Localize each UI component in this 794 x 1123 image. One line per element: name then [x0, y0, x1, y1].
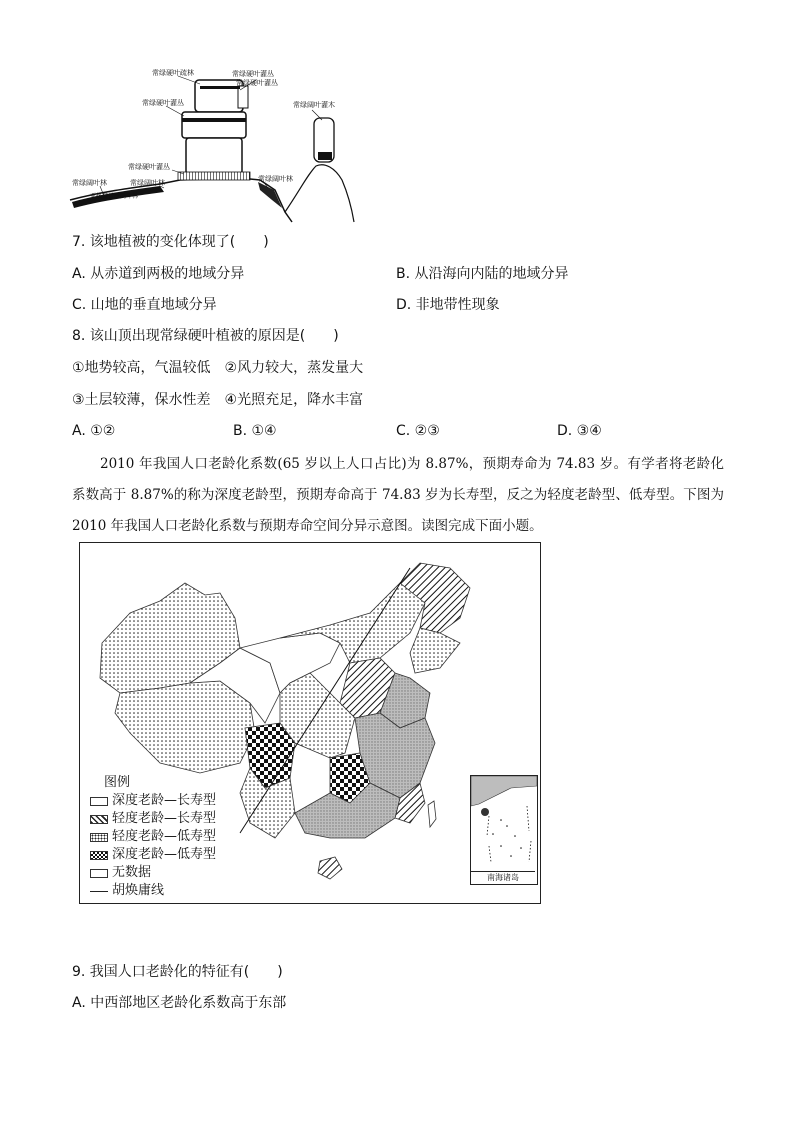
question-7-option-c[interactable]: C. 山地的垂直地域分异 [72, 297, 217, 313]
legend-label: 轻度老龄—长寿型 [112, 811, 217, 826]
legend-title: 图例 [104, 775, 131, 790]
legend-swatch-hatch [90, 815, 108, 824]
legend-label: 深度老龄—低寿型 [112, 847, 217, 862]
label-right-broadleaf-shrub: 常绿阔叶灌木 [293, 101, 335, 109]
question-7-option-d[interactable]: D. 非地带性现象 [396, 297, 500, 313]
question-8-option-d[interactable]: D. ③④ [557, 423, 602, 439]
map-legend [90, 775, 250, 899]
label-top-right-shrub-1: 常绿硬叶灌丛 [232, 70, 274, 78]
legend-swatch-nodata [90, 869, 108, 878]
question-8-stem: 8. 该山顶出现常绿硬叶植被的原因是( ) [72, 328, 339, 344]
question-8-items-line-1: ①地势较高，气温较低 ②风力较大，蒸发量大 [72, 360, 364, 376]
legend-item-light-aging-long-life [90, 811, 216, 827]
legend-swatch-line [90, 891, 108, 892]
legend-label: 轻度老龄—低寿型 [112, 829, 217, 844]
label-bottom-note: 亚热带常绿阔叶林 [90, 193, 139, 200]
vegetation-figure [60, 62, 380, 224]
label-left-shrub: 常绿硬叶灌丛 [142, 99, 184, 107]
legend-item-light-aging-low-life [90, 829, 216, 845]
question-7-option-b[interactable]: B. 从沿海向内陆的地域分异 [396, 266, 569, 282]
label-lower-sclerophyll-shrub: 常绿硬叶灌丛 [128, 163, 170, 171]
legend-swatch-check [90, 851, 108, 860]
question-9-option-a[interactable]: A. 中西部地区老龄化系数高于东部 [72, 995, 287, 1011]
legend-swatch-dot [90, 833, 108, 842]
question-9-stem: 9. 我国人口老龄化的特征有( ) [72, 964, 283, 980]
label-mid-broadleaf-forest: 常绿阔叶林 [130, 179, 165, 187]
legend-item-no-data [90, 865, 151, 881]
label-left-broadleaf-forest: 常绿阔叶林 [72, 179, 107, 187]
question-7-stem: 7. 该地植被的变化体现了( ) [72, 234, 269, 250]
question-7-option-a[interactable]: A. 从赤道到两极的地域分异 [72, 266, 245, 282]
question-8-option-c[interactable]: C. ②③ [396, 423, 440, 439]
inset-label: 南海诸岛 [471, 871, 535, 884]
legend-item-deep-aging-long-life [90, 793, 216, 809]
legend-item-hu-line [90, 883, 164, 899]
legend-label: 深度老龄—长寿型 [112, 793, 217, 808]
south-china-sea-inset [470, 775, 538, 885]
label-top-sclerophyll-forest: 常绿硬叶疏林 [152, 69, 194, 77]
intro-paragraph: 2010 年我国人口老龄化系数(65 岁以上人口占比)为 8.87%，预期寿命为 74.83 岁。有学者将老龄化系数高于 8.87%的称为深度老龄型，预期寿命高于 74.83 岁为长寿型，反之为轻度老龄型、低寿型。下图为 2010 年我国人口老龄化系数与预期寿命空间分异示意图。读图完成下面小题。 [72, 456, 724, 534]
question-8-option-b[interactable]: B. ①④ [233, 423, 277, 439]
legend-label: 无数据 [112, 865, 152, 880]
inset-drawing [471, 776, 537, 870]
legend-item-deep-aging-low-life [90, 847, 216, 863]
label-right-broadleaf-forest: 常绿阔叶林 [258, 175, 293, 183]
china-aging-map [79, 542, 541, 904]
legend-swatch-blank [90, 797, 108, 806]
label-top-right-shrub-2: 常绿硬叶灌丛 [236, 79, 278, 87]
legend-label: 胡焕庸线 [112, 883, 165, 898]
question-8-option-a[interactable]: A. ①② [72, 423, 116, 439]
question-8-items-line-2: ③土层较薄，保水性差 ④光照充足，降水丰富 [72, 392, 364, 408]
